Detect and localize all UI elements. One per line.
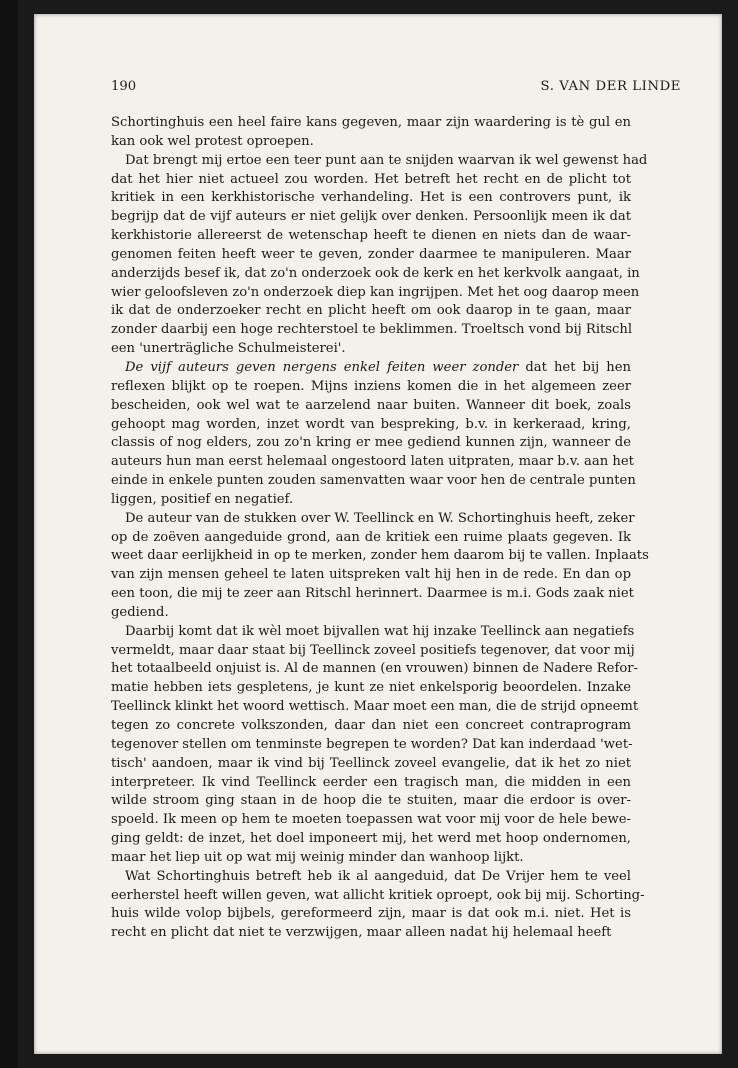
text-line: anderzijds besef ik, dat zo'n onderzoek ook de kerk en het kerkvolk aangaat, in: [111, 265, 640, 281]
text-line: einde in enkele punten zouden samenvatten waar voor hen de centrale punten: [111, 473, 636, 489]
text-line: interpreteer. Ik vind Teellinck eerder een tragisch man, die midden in een: [111, 774, 631, 790]
text-line: tisch' aandoen, maar ik vind bij Teellinck zoveel evangelie, dat ik het zo niet: [111, 755, 631, 771]
italic-lead: De vijf auteurs geven nergens enkel feiten weer zonder: [125, 359, 519, 375]
paragraph-6: [111, 868, 645, 943]
text-line: dat het hier niet actueel zou worden. Het betreft het recht en de plicht tot: [111, 171, 631, 187]
text-line: van zijn mensen geheel te laten uitspreken valt hij hen in de rede. En dan op: [111, 567, 631, 583]
line-rest: dat het bij hen: [518, 359, 631, 375]
paragraph-4: [111, 510, 649, 623]
text-line: kan ook wel protest oproepen.: [111, 133, 314, 149]
text-line: tegen zo concrete volkszonden, daar dan niet een concreet contraprogram: [111, 718, 631, 733]
text-line: weet daar eerlijkheid in op te merken, zonder hem daarom bij te vallen. Inplaats: [111, 548, 649, 564]
page-number: 190: [111, 78, 137, 94]
text-line: het totaalbeeld onjuist is. Al de mannen (en vrouwen) binnen de Nadere Refor-: [111, 661, 638, 677]
text-line: huis wilde volop bijbels, gereformeerd zijn, maar is dat ook m.i. niet. Het is: [111, 906, 631, 922]
text-line: ik dat de onderzoeker recht en plicht heeft om ook daarop in te gaan, maar: [111, 303, 631, 319]
text-line: reflexen blijkt op te roepen. Mijns inziens komen die in het algemeen zeer: [111, 378, 631, 394]
text-line: ging geldt: de inzet, het doel imponeert mij, het werd met hoop ondernomen,: [111, 831, 631, 847]
text-line: bescheiden, ook wel wat te aarzelend naar buiten. Wanneer dit boek, zoals: [111, 397, 631, 413]
text-line: Daarbij komt dat ik wèl moet bijvallen wat hij inzake Teellinck aan negatiefs: [125, 623, 635, 639]
text-line: Wat Schortinghuis betreft heb ik al aangeduid, dat De Vrijer hem te veel: [125, 868, 631, 884]
text-line: wilde stroom ging staan in de hoop die te stuiten, maar die erdoor is over-: [111, 793, 631, 809]
text-line: matie hebben iets gespletens, je kunt ze niet enkelsporig beoordelen. Inzake: [111, 680, 631, 696]
text-line: auteurs hun man eerst helemaal ongestoord laten uitpraten, maar b.v. aan het: [111, 454, 634, 470]
text-line: op de zoëven aangeduide grond, aan de kritiek een ruime plaats gegeven. Ik: [111, 529, 631, 545]
text-line: kritiek in een kerkhistorische verhandeling. Het is een controvers punt, ik: [111, 190, 631, 206]
scan-left-edge: [0, 0, 18, 1068]
paragraph-3: [111, 359, 636, 510]
text-line: spoeld. Ik meen op hem te moeten toepassen wat voor mij voor de hele bewe-: [111, 812, 631, 828]
text-line: begrijp dat de vijf auteurs er niet gelijk over denken. Persoonlijk meen ik dat: [111, 209, 631, 225]
text-line: genomen feiten heeft weer te geven, zonder daarmee te manipuleren. Maar: [111, 246, 631, 262]
text-line: De auteur van de stukken over W. Teellinck en W. Schortinghuis heeft, zeker: [125, 510, 635, 526]
text-line: maar het liep uit op wat mij weinig minder dan wanhoop lijkt.: [111, 849, 524, 865]
paragraph-1: [111, 114, 631, 152]
text-line: een toon, die mij te zeer aan Ritschl herinnert. Daarmee is m.i. Gods zaak niet: [111, 586, 634, 602]
text-line: tegenover stellen om tenminste begrepen te worden? Dat kan inderdaad 'wet-: [111, 736, 633, 752]
text-line: wier geloofsleven zo'n onderzoek diep kan ingrijpen. Met het oog daarop meen: [111, 284, 640, 300]
text-line: Dat brengt mij ertoe een teer punt aan te snijden waarvan ik wel gewenst had: [125, 152, 648, 168]
text-line: kerkhistorie allereerst de wetenschap heeft te dienen en niets dan de waar-: [111, 228, 631, 244]
text-line: zonder daarbij een hoge rechterstoel te beklimmen. Troeltsch vond bij Ritschl: [111, 322, 633, 338]
text-line: een 'unerträgliche Schulmeisterei'.: [111, 341, 346, 357]
running-title: S. VAN DER LINDE: [540, 78, 681, 94]
text-line: gehoopt mag worden, inzet wordt van bespreking, b.v. in kerkeraad, kring,: [111, 416, 631, 432]
text-line: vermeldt, maar daar staat bij Teellinck zoveel positiefs tegenover, dat voor mij: [111, 642, 635, 658]
text-line: recht en plicht dat niet te verzwijgen, maar alleen nadat hij helemaal heeft: [111, 925, 612, 941]
text-line: eerherstel heeft willen geven, wat allicht kritiek oproept, ook bij mij. Schorting-: [111, 887, 645, 903]
body-text: [111, 114, 649, 943]
text-line: [111, 359, 631, 378]
text-line: Teellinck klinkt het woord wettisch. Maar moet een man, die de strijd opneemt: [111, 699, 639, 715]
text-line: Schortinghuis een heel faire kans gegeven, maar zijn waardering is tè gul en: [111, 115, 631, 130]
text-line: liggen, positief en negatief.: [111, 491, 294, 507]
page-header: [111, 76, 681, 96]
text-line: gediend.: [111, 604, 169, 620]
paragraph-2: [111, 152, 648, 359]
text-line: classis of nog elders, zou zo'n kring er mee gediend kunnen zijn, wanneer de: [111, 435, 631, 451]
paragraph-5: [111, 623, 639, 868]
